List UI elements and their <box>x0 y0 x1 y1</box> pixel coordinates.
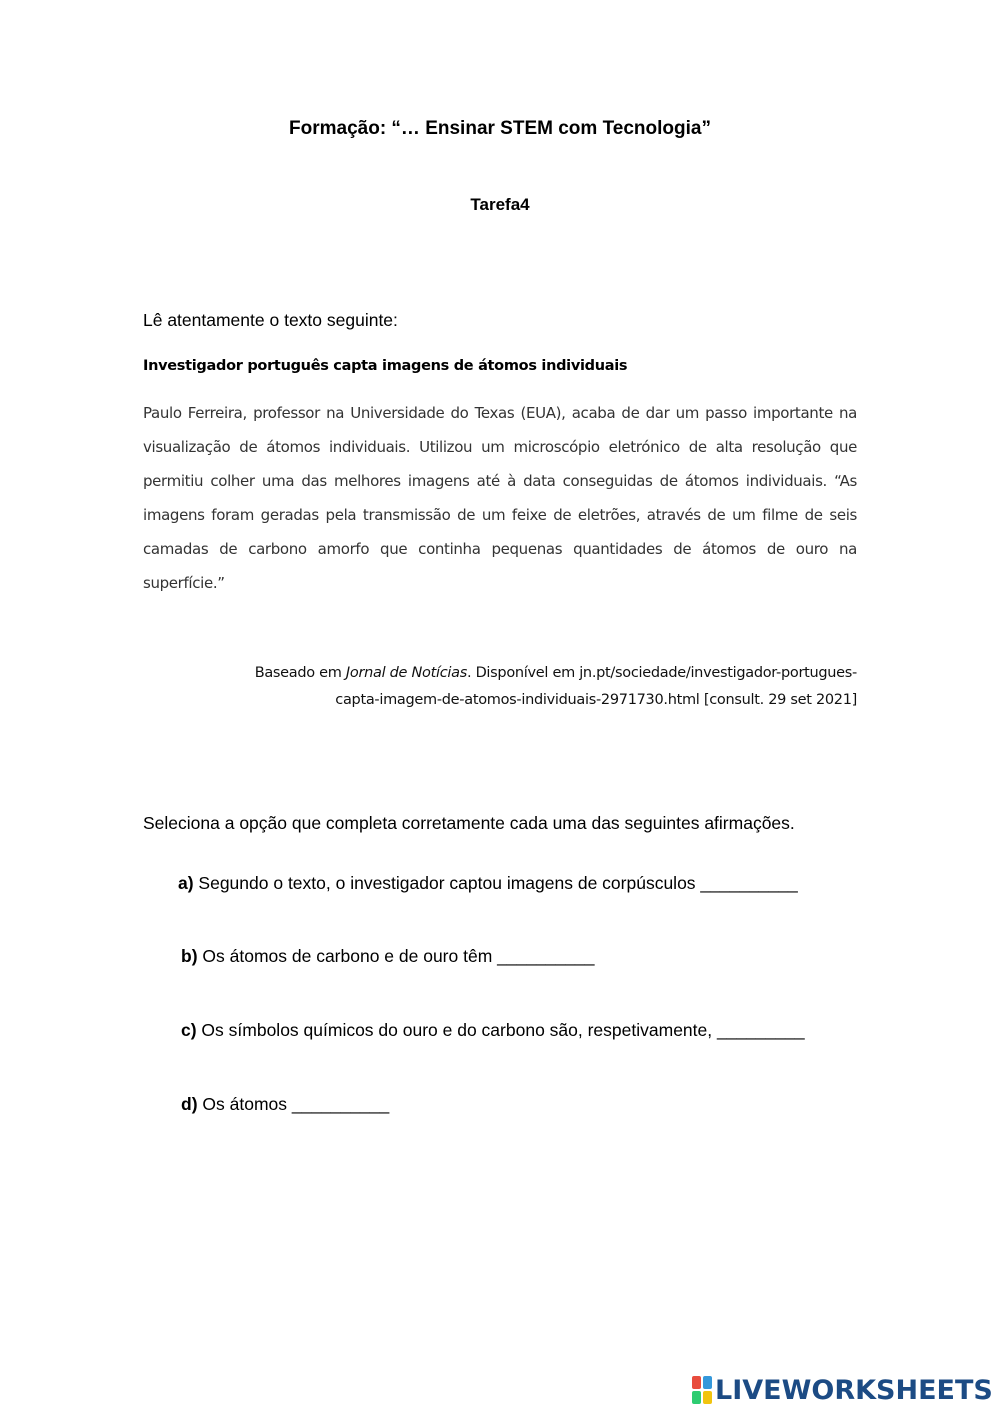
liveworksheets-logo-icon <box>692 1376 712 1404</box>
question-d-text: Os átomos __________ <box>197 1094 390 1114</box>
source-line-2: capta-imagem-de-atomos-individuais-2971730.html [consult. 29 set 2021] <box>335 692 857 708</box>
logo-text: LIVEWORKSHEETS <box>715 1374 993 1406</box>
question-b-letter: b) <box>181 946 198 966</box>
question-d-letter: d) <box>181 1094 198 1114</box>
source-line-1 <box>143 660 857 687</box>
question-a-text: Segundo o texto, o investigador captou imagens de corpúsculos __________ <box>193 873 798 893</box>
logo-tile-red <box>692 1376 701 1389</box>
questions-intro: Seleciona a opção que completa corretamente cada uma das seguintes afirmações. <box>143 813 795 833</box>
question-b-text: Os átomos de carbono e de ouro têm __________ <box>197 946 595 966</box>
article-title: Investigador português capta imagens de átomos individuais <box>143 358 628 374</box>
logo-tile-yellow <box>703 1391 712 1404</box>
article-body: Paulo Ferreira, professor na Universidade do Texas (EUA), acaba de dar um passo importante na visualização de átomos individuais. Utilizou um microscópio eletrónico de alta resolução que permitiu colher uma das melhores imagens até à data conseguidas de átomos individuais. “As imagens foram geradas pela transmissão de um feixe de eletrões, através de um filme de seis camadas de carbono amorfo que continha pequenas quantidades de átomos de ouro na superfície.” <box>143 404 857 592</box>
source-prefix: Baseado em <box>254 665 346 681</box>
question-a-letter: a) <box>178 873 194 893</box>
question-d <box>181 1094 389 1115</box>
question-c-letter: c) <box>181 1020 197 1040</box>
question-a <box>178 873 798 894</box>
page-title: Formação: “… Ensinar STEM com Tecnologia” <box>289 118 711 139</box>
source-publication: Jornal de Notícias <box>345 665 467 681</box>
source-line1-rest: . Disponível em jn.pt/sociedade/investigador-portugues- <box>466 665 857 681</box>
logo-tile-blue <box>703 1376 712 1389</box>
source-citation <box>143 660 857 714</box>
question-c-text: Os símbolos químicos do ouro e do carbono são, respetivamente, _________ <box>196 1020 805 1040</box>
question-b <box>181 946 594 967</box>
logo-tile-green <box>692 1391 701 1404</box>
question-c <box>181 1020 805 1041</box>
reading-instruction: Lê atentamente o texto seguinte: <box>143 310 398 330</box>
task-subtitle: Tarefa4 <box>470 195 530 214</box>
liveworksheets-logo[interactable] <box>692 1373 993 1407</box>
